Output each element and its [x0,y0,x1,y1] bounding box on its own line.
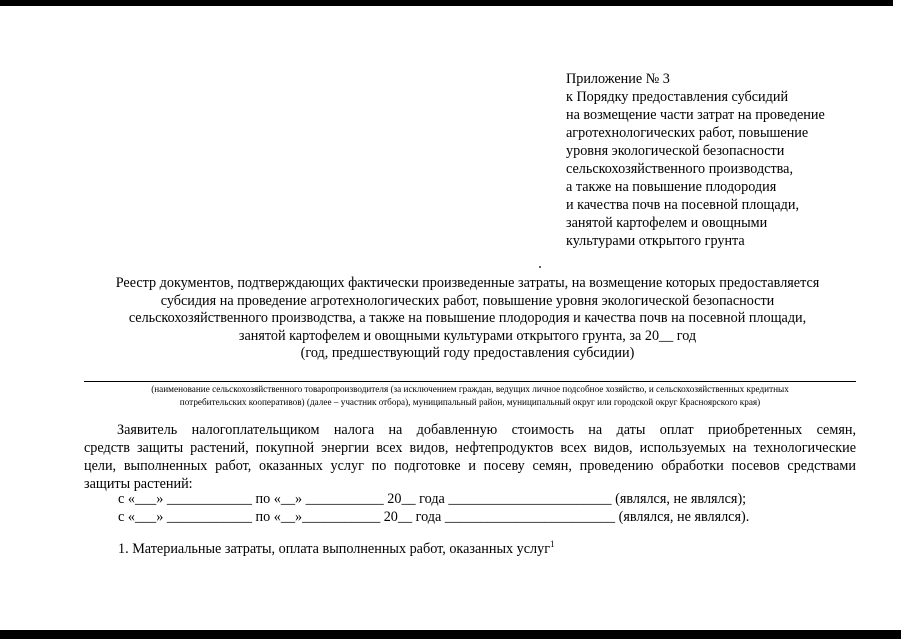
scan-speck [539,266,541,268]
period-line: с «___» ____________ по «__» ___________ 20__ года _______________________ (являлся, не являлся); [118,491,747,507]
appendix-line: уровня экологической безопасности [566,143,785,159]
scan-right-margin [893,0,901,639]
scan-top-border [0,0,901,6]
applicant-name-line [84,381,856,382]
appendix-line: к Порядку предоставления субсидий [566,89,789,105]
appendix-line: занятой картофелем и овощными [566,215,768,231]
caption-line: потребительских кооперативов) (далее – участник отбора), муниципальный район, муниципальный округ или городской округ Красноярского края) [179,396,761,407]
title-line: занятой картофелем и овощными культурами открытого грунта, за 20__ год [238,327,697,344]
appendix-line: сельскохозяйственного производства, [566,161,794,177]
footnote-marker: 1 [550,539,555,549]
title-line: (год, предшествующий году предоставления субсидии) [300,345,635,361]
period-line: с «___» ____________ по «__»___________ 20__ года ________________________ (являлся, не являлся). [118,509,750,525]
vat-statement [84,421,856,493]
statement-line: защиты растений: [84,476,193,492]
caption-line: (наименование сельскохозяйственного товаропроизводителя (за исключением граждан, ведущих личное подсобное хозяйство, и сельскохозяйственных кредитных [151,384,789,394]
scan-bottom-border [0,630,901,639]
section-text: 1. Материальные затраты, оплата выполненных работ, оказанных услуг [118,541,551,557]
appendix-line: на возмещение части затрат на проведение [566,107,825,123]
statement-line: Заявитель налогоплательщиком налога на добавленную стоимость на даты оплат приобретенных семян, [117,422,856,438]
title-line: сельскохозяйственного производства, а также на повышение плодородия и качества почв на посевной площади, [128,310,807,326]
appendix-line: Приложение № 3 [566,71,670,87]
applicant-name-caption [84,383,856,408]
appendix-line: культурами открытого грунта [566,233,745,249]
vat-period-lines [118,490,858,526]
statement-line: цели, выполненных работ, оказанных услуг по подготовке и посеву семян, проведению обработки посевов средствами [84,458,856,474]
title-line: субсидия на проведение агротехнологических работ, повышение уровня экологической безопасности [160,292,775,309]
title-line: Реестр документов, подтверждающих фактически произведенные затраты, на возмещение которых предоставляется [115,275,820,291]
appendix-line: и качества почв на посевной площади, [566,197,799,213]
statement-line: средств защиты растений, покупной энергии всех видов, нефтепродуктов всех видов, используемых на технологические [84,440,856,456]
appendix-heading [566,70,866,250]
appendix-line: агротехнологических работ, повышение [566,125,809,141]
section-heading [118,540,555,558]
appendix-line: а также на повышение плодородия [566,179,777,195]
registry-title [80,275,855,363]
